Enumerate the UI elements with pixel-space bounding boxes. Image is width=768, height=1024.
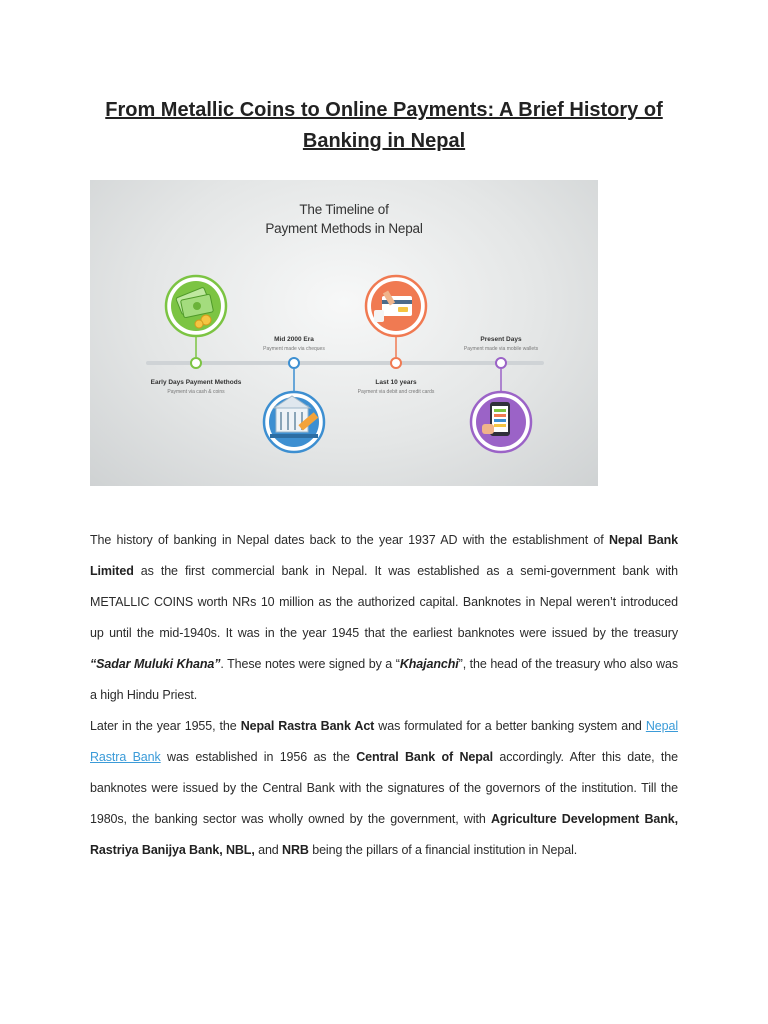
- text-span: and: [254, 843, 283, 857]
- bold-text: Nepal Bank Limited: [90, 533, 678, 578]
- mobile-wallet-icon: [471, 392, 531, 452]
- milestone-present-label: Present Days: [480, 336, 522, 343]
- milestone-mid2000-label: Mid 2000 Era: [274, 336, 314, 343]
- bold-text: Agriculture Development Bank, Rastriya Banijya Bank, NBL,: [90, 812, 678, 857]
- timeline-dot-mid2000: [289, 358, 299, 368]
- cash-coins-icon: [166, 276, 226, 336]
- milestone-last10-label: Last 10 years: [375, 379, 417, 386]
- timeline-dot-early: [191, 358, 201, 368]
- text-span: accordingly. After this date, the banknotes were issued by the Central Bank with the signatures of the governors of the institution. Till the 1980s, the banking sector was wholly owned by the government, with: [90, 750, 678, 826]
- timeline-infographic: [90, 180, 598, 486]
- paragraph-1: [90, 525, 678, 711]
- text-span: was established in 1956 as the: [160, 750, 357, 764]
- text-span: . These notes were signed by a “: [220, 657, 400, 671]
- paragraph-2: [90, 711, 678, 866]
- bold-italic-text: “Sadar Muluki Khana”: [90, 657, 221, 671]
- infographic-title-line2: Payment Methods in Nepal: [265, 221, 423, 236]
- milestone-mid2000-sub: Payment made via cheques: [263, 346, 325, 352]
- text-span: being the pillars of a financial institution in Nepal.: [308, 843, 578, 857]
- bold-text: Nepal Rastra Bank Act: [240, 719, 375, 733]
- milestone-present-sub: Payment made via mobile wallets: [463, 346, 539, 352]
- bold-text: NRB: [282, 843, 309, 857]
- bold-text: Central Bank of Nepal: [356, 750, 493, 764]
- text-span: The history of banking in Nepal dates back to the year 1937 AD with the establishment of: [90, 533, 609, 547]
- text-span: Later in the year 1955, the: [90, 719, 241, 733]
- nepal-rastra-bank-link[interactable]: Nepal Rastra Bank: [90, 719, 679, 764]
- card-payment-icon: [366, 276, 426, 336]
- text-span: was formulated for a better banking system and: [374, 719, 646, 733]
- cheque-bank-icon: [264, 392, 324, 452]
- text-span: as the first commercial bank in Nepal. It was established as a semi-government bank with METALLIC COINS worth NRs 10 million as the authorized capital. Banknotes in Nepal weren’t introduced up until the mid-1940s. It was in the year 1945 that the earliest banknotes were issued by the treasury: [90, 564, 678, 640]
- infographic-title-line1: The Timeline of: [299, 202, 389, 217]
- milestone-last10-sub: Payment via debit and credit cards: [357, 389, 435, 395]
- timeline-dot-present: [496, 358, 506, 368]
- milestone-early-sub: Payment via cash & coins: [167, 389, 225, 395]
- document-title: From Metallic Coins to Online Payments: A Brief History of Banking in Nepal: [105, 99, 663, 152]
- bold-italic-text: Khajanchi: [399, 657, 459, 671]
- article-body: [90, 525, 678, 866]
- milestone-early-label: Early Days Payment Methods: [150, 379, 242, 386]
- text-span: ”, the head of the treasury who also was a high Hindu Priest.: [90, 657, 678, 702]
- timeline-dot-last10: [391, 358, 401, 368]
